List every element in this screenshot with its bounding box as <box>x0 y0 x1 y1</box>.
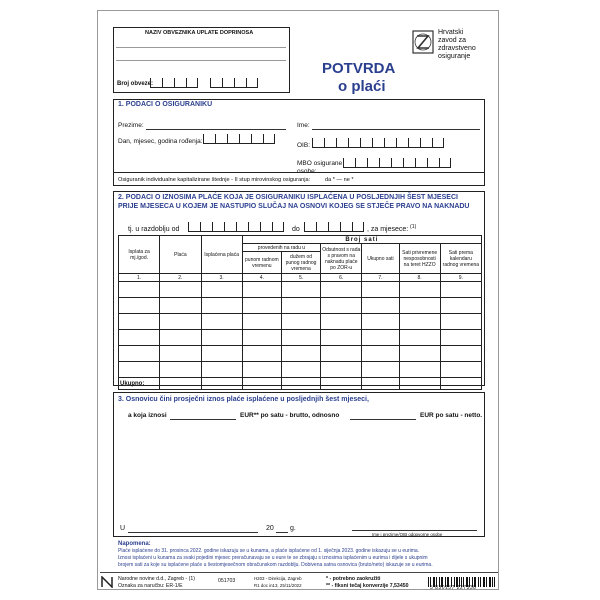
amount-label: a koja iznosi <box>128 412 167 419</box>
signature-label: Ime i prezime/OIB odgovorne osobe <box>372 532 443 537</box>
notes-line-1: Plaće isplaćene do 31. prosinca 2022. godine iskazuju se u kunama, a plaće isplaćene od 1. siječnja 2023. godine iskazuju se u eurima. <box>118 548 420 554</box>
col-number: 3. <box>201 274 242 282</box>
doc-title: POTVRDA <box>322 60 396 77</box>
payer-line-2 <box>116 60 286 61</box>
footer-note-1: * - potrebno zaokružiti <box>326 576 381 582</box>
payer-number-boxes-2[interactable] <box>210 78 258 88</box>
amount-field[interactable] <box>170 419 236 420</box>
net-amount-field[interactable] <box>350 419 416 420</box>
col-header-3: Isplaćena plaća <box>201 236 242 274</box>
org-name-1: Hrvatski <box>438 29 464 36</box>
period-note: (1) <box>410 224 417 230</box>
section-1-divider <box>113 172 485 173</box>
name-field[interactable] <box>312 129 480 130</box>
col-header-9: Sati prema kalendaru radnog vremena <box>440 244 481 274</box>
period-to-label: do <box>292 226 300 233</box>
year-suffix: g. <box>290 525 296 532</box>
print-line-2: R1 doc in13, 25/11/2022 <box>254 583 302 588</box>
col-header-7: Ukupno sati <box>362 244 399 274</box>
barcode-icon <box>428 574 496 584</box>
birth-date-boxes[interactable] <box>203 134 275 144</box>
footer-code: 051703 <box>218 578 236 584</box>
notes-title: Napomena: <box>118 541 151 547</box>
place-label: U <box>120 525 126 532</box>
surname-label: Prezime: <box>118 122 144 129</box>
mbo-boxes[interactable] <box>343 158 451 168</box>
col-header-8: Sati privremene nesposobnosti na teret HZZO <box>399 244 440 274</box>
pension-label: Osiguranik individualne kapitalizirane štednje - II stup mirovinskog osiguranja: <box>118 177 311 183</box>
footer-divider <box>100 572 498 573</box>
footer-note-2: ** - fiksni tečaj konverzije 7,53450 <box>326 583 409 589</box>
col-number: 9. <box>440 274 481 282</box>
table-row[interactable] <box>119 362 482 378</box>
signature-field[interactable] <box>352 530 477 531</box>
oib-label: OIB: <box>297 142 311 149</box>
org-name-4: osiguranje <box>438 53 471 60</box>
pension-options[interactable]: da * — ne * <box>325 177 354 183</box>
payer-number-label: Broj obveze: <box>117 81 154 87</box>
salary-table <box>118 235 482 390</box>
oib-boxes[interactable] <box>312 138 444 148</box>
doc-subtitle: o plaći <box>338 78 386 95</box>
section-2-heading-1: 2. PODACI O IZNOSIMA PLAĆE KOJA JE OSIGURANIKU ISPLAĆENA U POSLJEDNJIH ŠEST MJESECI <box>118 194 458 201</box>
col-number: 7. <box>362 274 399 282</box>
table-row[interactable] <box>119 298 482 314</box>
total-label: Ukupno: <box>119 378 160 390</box>
section-1-heading: 1. PODACI O OSIGURANIKU <box>118 101 213 108</box>
period-from-boxes[interactable] <box>188 222 284 232</box>
print-line-1: H203 - Direkcija, Zagreb <box>254 576 302 581</box>
publisher-line-2: Oznaka za naručbu: ER-1/E <box>118 583 183 589</box>
hzzo-logo-icon <box>412 30 434 54</box>
mbo-label: MBO osigurane osobe: <box>297 160 343 175</box>
period-month-label: , za mjesece: <box>367 226 409 233</box>
publisher-logo-icon <box>101 575 113 587</box>
payer-line-1 <box>116 47 286 48</box>
section-3-heading: 3. Osnovicu čini prosječni iznos plaće isplaćene u posljednjih šest mjeseci, <box>118 396 369 403</box>
col-header-2: Plaća <box>160 236 201 274</box>
col-number: 8. <box>399 274 440 282</box>
col-number: 6. <box>321 274 362 282</box>
col-number: 4. <box>242 274 281 282</box>
notes-line-2: Iznosi isplaćeni u kunama za svaki pojedini mjesec preračunavaju se u eure te se zbrajaju s iznosima isplaćenim u eurima i dijele s ukupnim <box>118 555 428 561</box>
surname-field[interactable] <box>146 129 286 130</box>
hours-header: Broj sati <box>242 236 481 244</box>
year-label: 20 <box>266 525 274 532</box>
name-label: Ime: <box>297 122 310 129</box>
gross-label: EUR** po satu - brutto, odnosno <box>240 412 340 419</box>
place-field[interactable] <box>128 532 258 533</box>
barcode-digits: 5 830157 227338 <box>430 585 477 591</box>
payer-box-title: NAZIV OBVEZNIKA UPLATE DOPRINOSA <box>145 30 254 36</box>
notes-line-3: brojem sati za koje su isplaćene plaće u šestomjesečnom obračunskom razdoblju. Dobivena satna osnovica (bruto/neto) iskazuje se u eurima. <box>118 562 433 568</box>
col-header-6: Odsutnost s rada s pravom na naknadu plaće po ZOR-u <box>321 244 362 274</box>
table-row[interactable] <box>119 330 482 346</box>
table-row[interactable] <box>119 346 482 362</box>
col-number: 1. <box>119 274 160 282</box>
period-to-boxes[interactable] <box>304 222 364 232</box>
col-number: 5. <box>281 274 320 282</box>
col-header-5: dužem od punog radnog vremena <box>281 252 320 274</box>
section-2-heading-2: PRIJE MJESECA U KOJEM JE NASTUPIO SLUČAJ NA OSNOVI KOJEG SE STJEČE PRAVO NA NAKNADU <box>118 203 470 210</box>
table-row[interactable] <box>119 314 482 330</box>
col-number: 2. <box>160 274 201 282</box>
total-row[interactable] <box>119 378 482 390</box>
org-name-2: zavod za <box>438 37 467 44</box>
worked-header: provedenih na radu u <box>242 244 320 252</box>
period-from-label: tj. u razdoblju od <box>128 226 180 233</box>
col-header-4: punom radnom vremenu <box>242 252 281 274</box>
publisher-line-1: Narodne novine d.d., Zagreb - (1) <box>118 576 195 582</box>
payer-number-boxes[interactable] <box>150 78 198 88</box>
table-row[interactable] <box>119 282 482 298</box>
col-header-1: Isplata za mj./god. <box>119 236 160 274</box>
net-label: EUR po satu - netto. <box>420 412 483 419</box>
year-field[interactable] <box>276 532 288 533</box>
birth-label: Dan, mjesec, godina rođenja: <box>118 138 203 145</box>
org-name-3: zdravstveno <box>438 45 476 52</box>
